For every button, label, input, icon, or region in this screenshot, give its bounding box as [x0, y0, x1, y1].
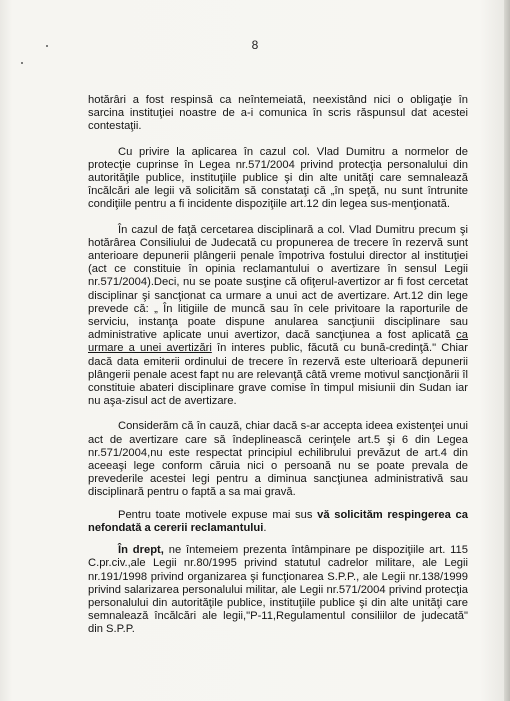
text-segment: . — [263, 521, 267, 534]
paragraph-balance-principle: Considerăm că în cauză, chiar dacă s-ar accepta ideea existenţei unui act de avertizare care să îndeplinească cerinţele art.5 şi 6 din Legea nr.571/2004,nu este respectat principiul echilibrului prevăzut de art.4 din aceeaşi lege conform căruia nici o persoană nu se poate prevala de prevederile acestei legi pentru a diminua sancţiunea administrativă sau disciplinară pentru o faptă a sa mai gravă. — [88, 420, 468, 499]
page-edge-shadow — [504, 0, 510, 701]
bold-request: vă solicităm respingerea ca nefondată a cererii reclamantului — [88, 508, 468, 534]
text-segment: ne întemeiem prezenta întâmpinare pe dispoziţiile art. 115 C.pr.civ.,ale Legii nr.80/1995 privind statutul cadrelor militare, ale Legii nr.191/1998 privind organizarea şi funcţionarea S.P.P., ale Legii nr.138/1999 privind salarizarea personalului militar, ale Legii nr.571/2004 privind protecţia personalului din autorităţile publice, instituţiile publice şi din alte unităţi care semnalează încălcări ale legii,"P-11,Regulamentul consiliilor de judecată" din S.P.P. — [88, 544, 468, 636]
document-body — [88, 94, 468, 649]
paragraph-protection-law: Cu privire la aplicarea în cazul col. Vlad Dumitru a normelor de protecţie cuprinse în Legea nr.571/2004 privind protecţia personalului din autorităţile publice, instituţiile publice şi din alte unităţi care semnalează încălcări ale legii vă solicităm să constataţi că „în speţă, nu sunt întrunite condiţiile pentru a fi incidente dispoziţiile art.12 din legea sus-menţionată. — [88, 145, 468, 211]
scan-speck — [21, 62, 23, 64]
paragraph-disciplinary-case — [88, 224, 468, 409]
paragraph-contestation: hotărâri a fost respinsă ca neîntemeiată, neexistând nici o obligaţie în sarcina instituţiei noastre de a-i comunica în scris răspunsul dat acestei contestaţii. — [88, 94, 468, 133]
bold-legal-basis: În drept, — [118, 544, 164, 557]
text-segment: Pentru toate motivele expuse mai sus — [118, 508, 318, 521]
paragraph-request — [88, 509, 468, 535]
underlined-phrase: ca urmare a unei avertizări — [88, 329, 468, 355]
text-segment: În cazul de faţă cercetarea disciplinară a col. Vlad Dumitru precum şi hotărârea Consiliului de Judecată cu propunerea de trecere în rezervă sunt anterioare depunerii plângerii penale împotriva fostului director al instituţiei (act ce constituie în opinia reclamantului o avertizare în sensul Legii nr.571/2004).Deci, nu se poate susţine că ofiţerul-avertizor ar fi fost cercetat disciplinar şi sancţionat ca urmare a unui act de avertizare. Art.12 din lege prevede că: „ În litigiile de muncă sau în cele privitoare la raporturile de serviciu, instanţa poate dispune anularea sancţiunii disciplinare sau administrative aplicate unui avertizor, dacă sancţiunea a fost aplicată — [88, 223, 468, 342]
paragraph-legal-basis — [88, 544, 468, 636]
page-number: 8 — [251, 38, 259, 52]
text-segment: în interes public, făcută cu bună-credinţă." Chiar dacă data emiterii ordinului de trecere în rezervă este ulterioară depunerii plângerii penale acest fapt nu are relevanţă câtă vreme motivul sancţionării îl constituie abateri disciplinare grave comise în timpul misiunii din Sudan iar nu aşa-zisul act de avertizare. — [88, 342, 468, 408]
